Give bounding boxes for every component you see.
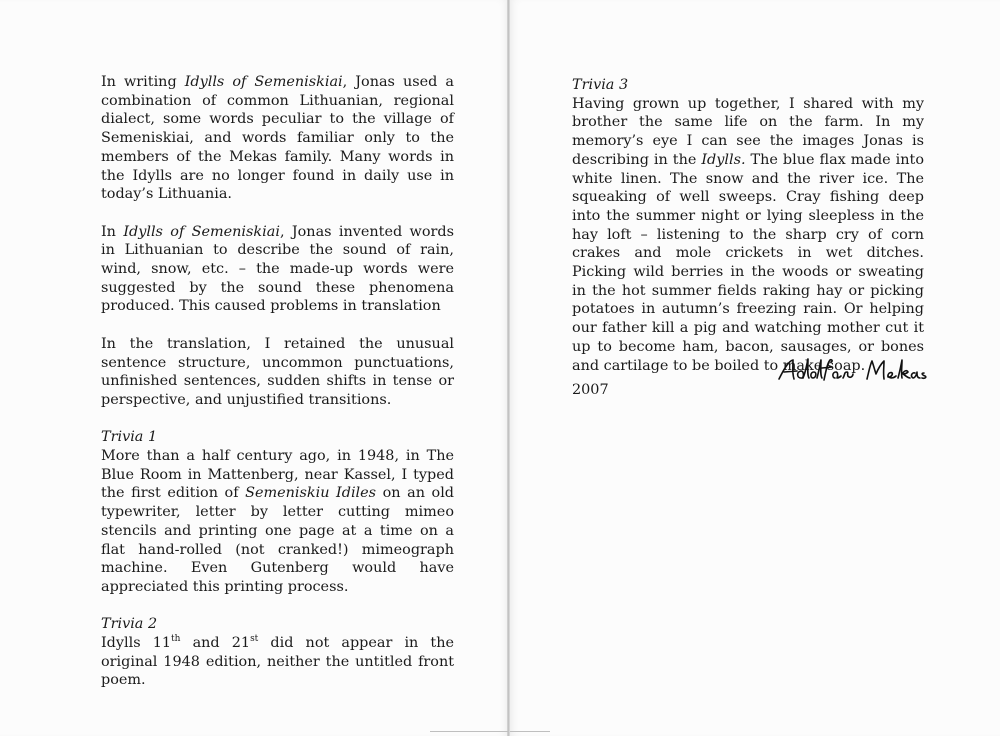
trivia-1-section	[101, 428, 454, 596]
trivia-2-heading: Trivia 2	[101, 616, 158, 633]
ordinal-suffix: st	[250, 634, 259, 645]
text-run: , Jonas invented words in Lithuanian to describe the sound of rain, wind, snow, etc. – the made-up words were suggested by the sound these phenomena produced. This caused problems in translation	[101, 223, 454, 315]
trivia-1-heading: Trivia 1	[101, 429, 158, 446]
book-title: Idylls of Semeniskiai	[184, 74, 343, 90]
left-page-text	[101, 73, 454, 690]
text-run: In writing	[101, 74, 185, 90]
book-title: Idylls of Semeniskiai	[123, 223, 280, 240]
trivia-2-section	[101, 615, 454, 690]
text-run: The blue flax made into white linen. The snow and the river ice. The squeaking of well sweeps. Cray fishing deep into the summer night or lying sleepless in the hay loft – listening to the sharp cry of corn crakes and mole crickets in wet ditches. Picking wild berries in the woods or sweating in the hot summer fields raking hay or picking potatoes in autumn’s freezing rain. Or helping our father kill a pig and watching mother cut it up to become ham, bacon, sausages, or bones and cartilage to be boiled to make soap.	[572, 151, 924, 374]
text-run: More than a half century ago, in 1948, in The Blue Room in Mattenberg, near Kassel, I typed the first edition of	[101, 448, 454, 502]
text-run: did not appear in the original 1948 edition, neither the untitled front poem.	[101, 635, 454, 689]
text-run: In	[101, 223, 124, 240]
page-edge-line	[430, 731, 508, 732]
trivia-2-text	[101, 634, 454, 690]
trivia-3-heading: Trivia 3	[572, 77, 629, 93]
text-run: Idylls 11	[101, 635, 172, 652]
text-run: , Jonas used a combination of common Lithuanian, regional dialect, some words peculiar to the village of Semeniskiai, and words familiar only to the members of the Mekas family. Many words in the Idylls are no longer found in daily use in today’s Lithuania.	[101, 74, 454, 203]
text-run: and 21	[180, 635, 251, 652]
book-gutter	[507, 0, 510, 736]
page-edge-line	[510, 731, 550, 732]
right-page-text	[572, 76, 924, 375]
book-title: Idylls.	[701, 151, 746, 168]
handwritten-signature	[775, 357, 935, 385]
invented-words-paragraph	[101, 223, 454, 317]
year-label: 2007	[572, 382, 609, 398]
book-title: Semeniskiu Idiles	[245, 485, 377, 502]
trivia-3-text	[572, 95, 924, 376]
ordinal-suffix: th	[171, 634, 181, 645]
trivia-1-text	[101, 447, 454, 597]
translation-paragraph: In the translation, I retained the unusual sentence structure, uncommon punctuations, unfinished sentences, sudden shifts in tense or perspective, and unjustified transitions.	[101, 335, 454, 408]
intro-paragraph	[101, 73, 454, 204]
text-run: Having grown up together, I shared with my brother the same life on the farm. In my memory’s eye I can see the images Jonas is describing in the	[572, 95, 924, 168]
trivia-3-section	[572, 76, 924, 375]
text-run: on an old typewriter, letter by letter cutting mimeo stencils and printing one page at a time on a flat hand-rolled (not cranked!) mimeograph machine. Even Gutenberg would have appreciated this printing process.	[101, 485, 455, 595]
